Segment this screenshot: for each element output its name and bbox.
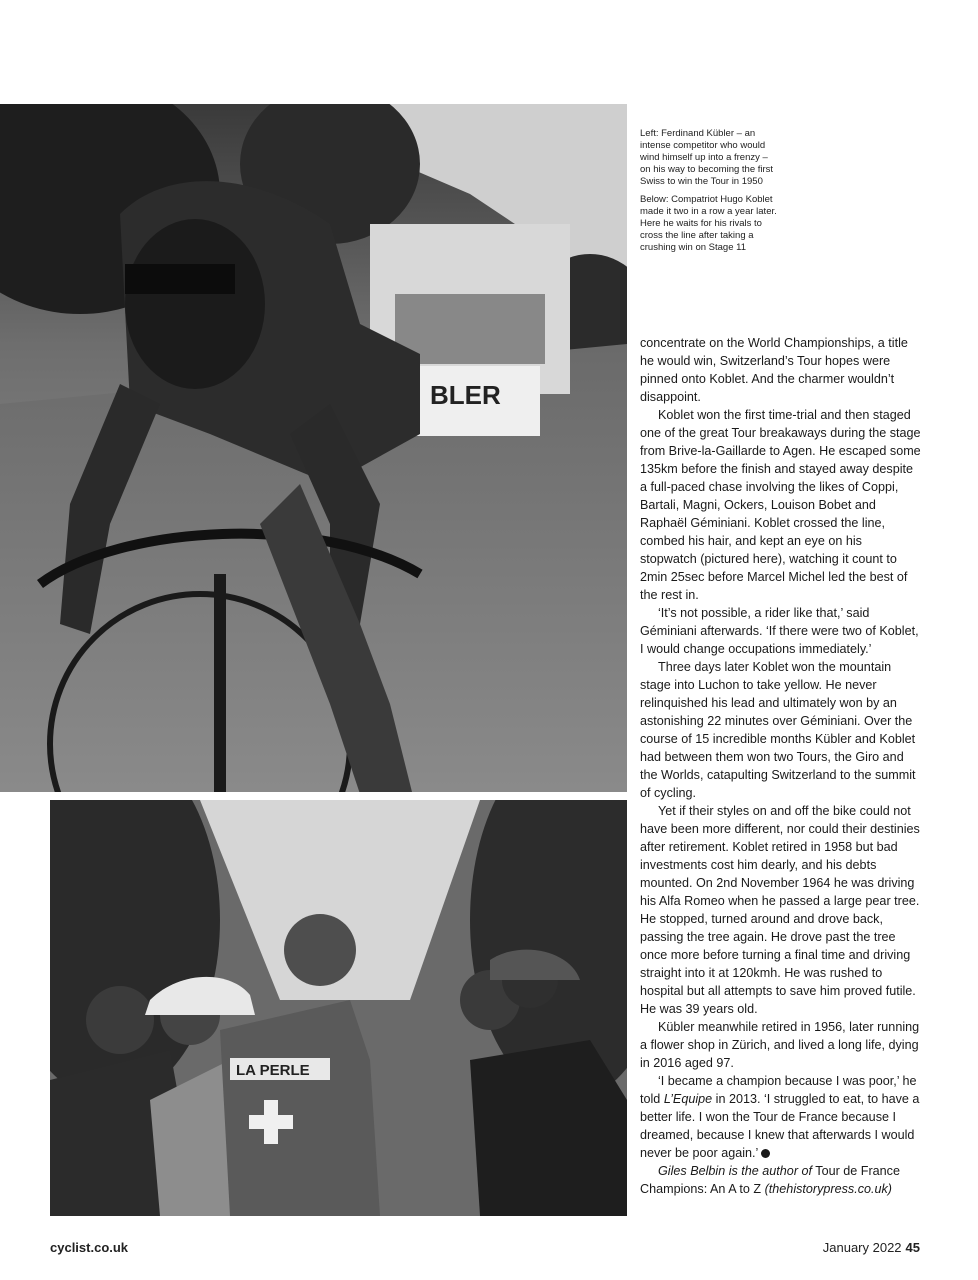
footer-issue: January 2022: [822, 1240, 902, 1255]
photo-captions: [640, 128, 780, 260]
author-byline: [640, 1162, 922, 1198]
photo-kubler: [0, 104, 627, 792]
footer-site: cyclist.co.uk: [50, 1240, 129, 1255]
paragraph: Three days later Koblet won the mountain stage into Luchon to take yellow. He never relinquished his lead and ultimately won by an astonishing 22 minutes over Géminiani. Over the course of 15 incredible months Kübler and Koblet had between them won two Tours, the Giro and the Worlds, catapulting Switzerland to the summit of cycling.: [640, 660, 916, 800]
publication-name: L’Equipe: [663, 1092, 713, 1106]
photo-koblet-image: [50, 800, 627, 1216]
paragraph: Koblet won the first time-trial and then staged one of the great Tour breakaways during the stage from Brive-la-Gaillarde to Agen. He escaped some 135km before the finish and stayed away despite a full-paced chase involving the likes of Coppi, Bartali, Magni, Ockers, Louison Bobet and Raphaël Géminiani. Koblet crossed the line, combed his hair, and kept an eye on his stopwatch (pictured here), watching it count to 2min 25sec before Marcel Michel led the best of the rest in.: [640, 408, 921, 602]
jersey-text: LA PERLE: [236, 1062, 310, 1079]
quote-text: ‘I became a champion because I was poor,’ he told: [640, 1074, 917, 1106]
quote-text-end: in 2013. ‘I struggled to eat, to have a better life. I won the Tour de France because I dreamed, because I knew that afterwards I would never be poor again.’: [640, 1092, 920, 1160]
byline-author: Giles Belbin is the author of: [658, 1164, 813, 1178]
caption-left: Left: Ferdinand Kübler – an intense competitor who would wind himself up into a frenzy – on his way to becoming the first Swiss to win the Tour in 1950: [640, 128, 774, 187]
byline-book-title: Tour de France Champions: An A to Z: [640, 1164, 900, 1196]
paragraph: concentrate on the World Championships, a title he would win, Switzerland’s Tour hopes were pinned onto Koblet. And the charmer wouldn’t disappoint.: [640, 336, 908, 404]
article-body: [640, 334, 922, 1198]
end-mark-icon: [761, 1149, 770, 1158]
photo-kubler-image: [0, 104, 627, 792]
paragraph: Yet if their styles on and off the bike could not have been more different, nor could their destinies after retirement. Koblet retired in 1958 but bad investments cost him dearly, and his debts mounted. On 2nd November 1964 he was driving his Alfa Romeo when he passed a large pear tree. He stopped, turned around and drove back, passing the tree again. He drove past the tree once more before turning a final time and driving straight into it at 120kmh. He was rushed to hospital but all attempts to save him proved futile. He was 39 years old.: [640, 804, 920, 1016]
jeep-sign-text: BLER: [430, 380, 501, 410]
photo-koblet: [50, 800, 627, 1216]
byline-publisher: (thehistorypress.co.uk): [764, 1182, 892, 1196]
paragraph: ‘It’s not possible, a rider like that,’ said Géminiani afterwards. ‘If there were two of Koblet, I would change occupations immediately.’: [640, 606, 919, 656]
paragraph: Kübler meanwhile retired in 1956, later running a flower shop in Zürich, and lived a long life, dying in 2016 aged 97.: [640, 1020, 920, 1070]
paragraph-last: [640, 1072, 922, 1162]
footer-issue-page: [823, 1240, 920, 1255]
page-number: 45: [905, 1240, 920, 1255]
caption-below: Below: Compatriot Hugo Koblet made it two in a row a year later. Here he waits for his rivals to cross the line after taking a crushing win on Stage 11: [640, 194, 777, 253]
